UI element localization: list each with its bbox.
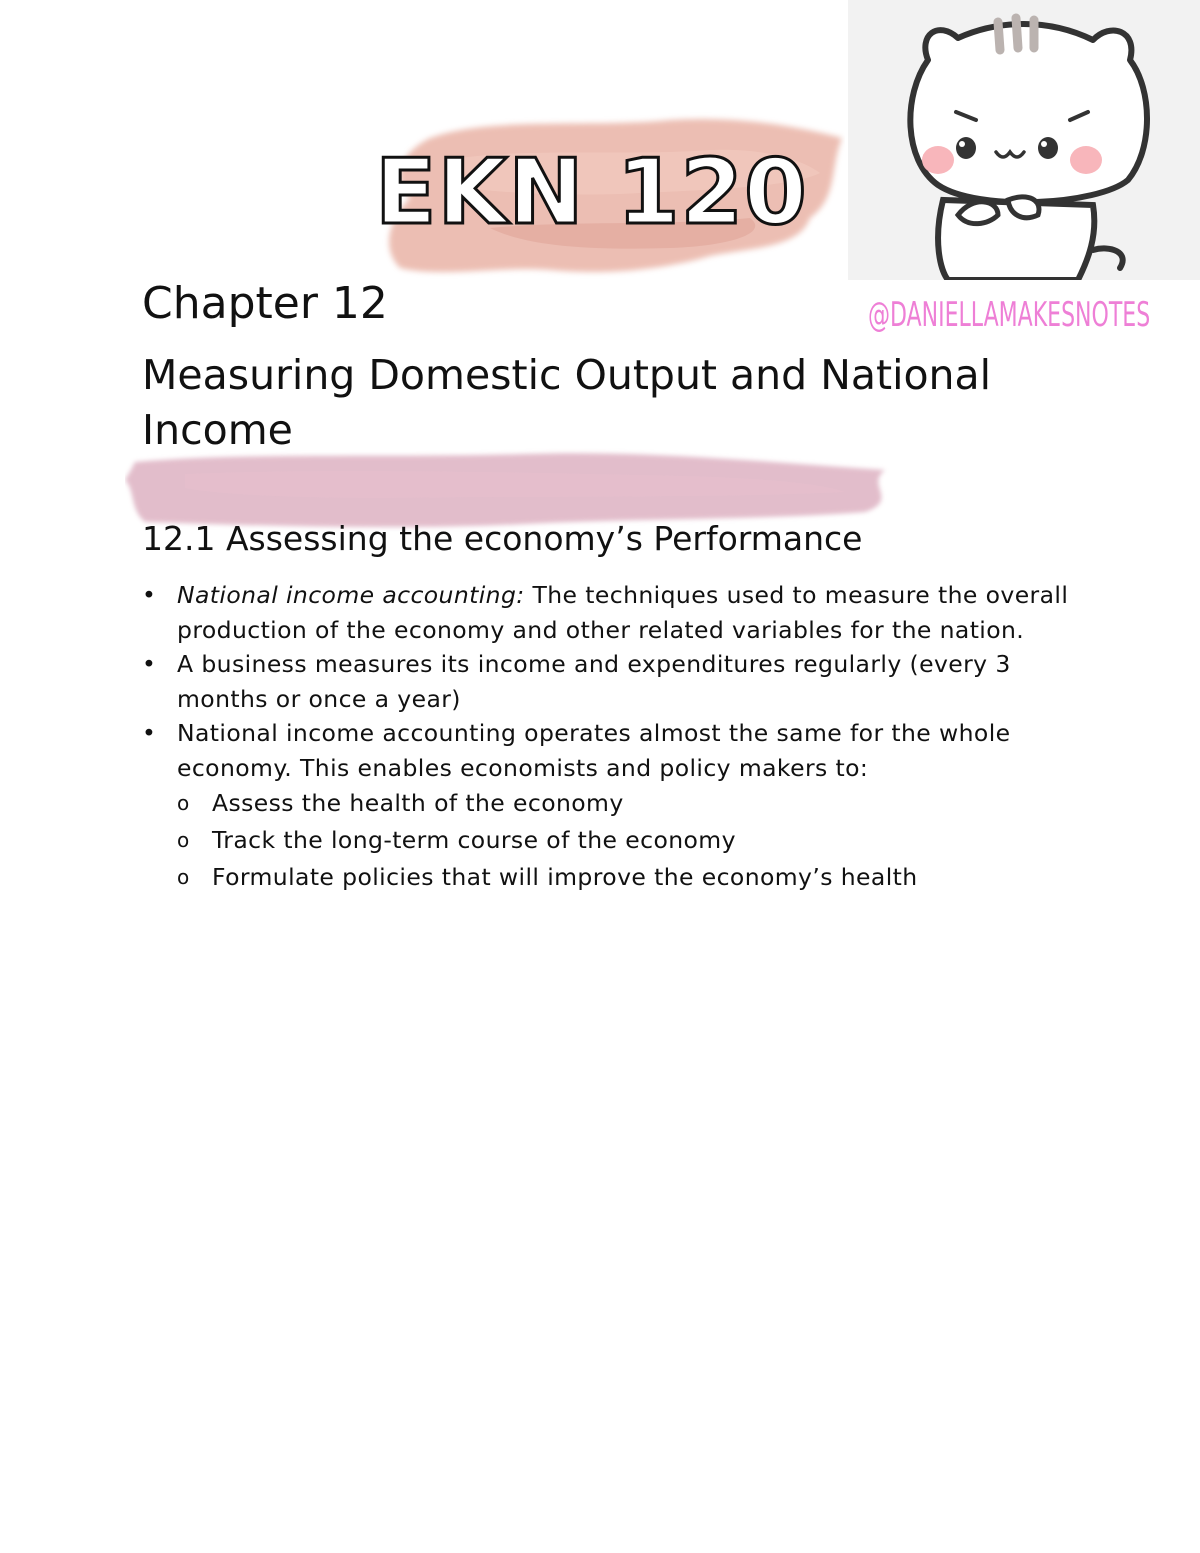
bullet-icon: • (142, 719, 157, 747)
bullet-icon: • (142, 650, 157, 678)
list-item (142, 716, 1072, 785)
list-item (142, 578, 1072, 647)
sub-list-item-text: Assess the health of the economy (212, 789, 624, 817)
circle-bullet-icon: o (177, 791, 190, 815)
sub-list-container (142, 785, 1072, 896)
sub-bullet-list (142, 785, 1072, 896)
term-label: National income accounting: (177, 581, 525, 609)
course-code-title: EKN 120 (375, 140, 808, 245)
circle-bullet-icon: o (177, 865, 190, 889)
circle-bullet-icon: o (177, 828, 190, 852)
sub-list-item (177, 822, 1072, 859)
sub-list-item (177, 859, 1072, 896)
sub-list-item-text: Formulate policies that will improve the economy’s health (212, 863, 918, 891)
bullet-list (142, 578, 1072, 896)
bullet-icon: • (142, 581, 157, 609)
sub-list-item-text: Track the long-term course of the economy (212, 826, 736, 854)
author-handle: @DANIELLAMAKESNOTES (868, 295, 1151, 335)
chapter-title: Measuring Domestic Output and National Income (142, 351, 992, 454)
list-item (142, 647, 1072, 716)
list-item-text: A business measures its income and expenditures regularly (every 3 months or once a year) (177, 650, 1011, 713)
cat-sticker-icon (848, 0, 1200, 280)
sub-list-item (177, 785, 1072, 822)
list-item-text: National income accounting operates almost the same for the whole economy. This enables economists and policy makers to: (177, 719, 1011, 782)
chapter-label: Chapter 12 (142, 278, 388, 329)
section-heading: 12.1 Assessing the economy’s Performance (142, 519, 863, 558)
list-item-text: The techniques used to measure the overall production of the economy and other related variables for the nation. (177, 581, 1069, 644)
